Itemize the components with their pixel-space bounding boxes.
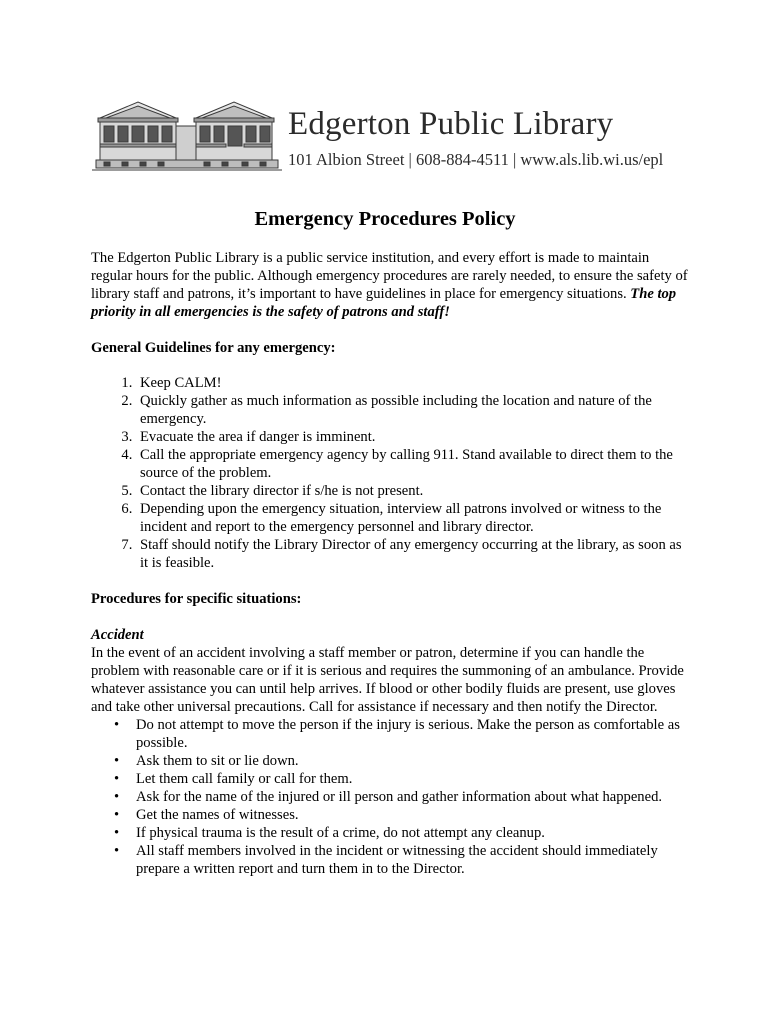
list-item: • Ask for the name of the injured or ill person and gather information about what happened.	[114, 789, 663, 805]
accident-bullet-list	[91, 716, 691, 878]
accident-paragraph: In the event of an accident involving a staff member or patron, determine if you can handle the problem with reasonable care or if it is serious and requires the summoning of an ambulance. Provide whatever assistance you can until help arrives. If blood or other bodily fluids are present, use gloves and take other universal precautions. Call for assistance if necessary and then notify the Director.	[91, 645, 684, 715]
general-guidelines-list	[91, 374, 691, 572]
letterhead	[92, 92, 692, 178]
list-item: • Let them call family or call for them.	[114, 771, 353, 787]
bullet-icon: •	[114, 807, 120, 823]
general-guidelines-heading: General Guidelines for any emergency:	[91, 340, 336, 356]
accident-heading: Accident	[91, 627, 144, 643]
library-name: Edgerton Public Library	[288, 106, 614, 142]
bullet-icon: •	[114, 825, 120, 841]
document-body	[91, 249, 691, 878]
list-item: 6. Depending upon the emergency situation, interview all patrons involved or witness to the incident and report to the emergency personnel and library director.	[136, 500, 691, 536]
list-item: • Get the names of witnesses.	[114, 807, 299, 823]
library-building-icon	[92, 92, 282, 174]
list-item: 4. Call the appropriate emergency agency by calling 911. Stand available to direct them to the source of the problem.	[136, 446, 691, 482]
intro-text: The Edgerton Public Library is a public service institution, and every effort is made to maintain regular hours for the public. Although emergency procedures are rarely needed, to ensure the safety of library staff and patrons, it’s important to have guidelines in place for emergency situations.	[91, 250, 688, 302]
bullet-icon: •	[114, 753, 120, 769]
list-item: • Do not attempt to move the person if the injury is serious. Make the person as comfortable as possible.	[114, 717, 680, 751]
list-item: • Ask them to sit or lie down.	[114, 753, 299, 769]
intro-paragraph	[91, 249, 691, 321]
bullet-icon: •	[114, 789, 120, 805]
bullet-icon: •	[114, 717, 120, 733]
list-item: • If physical trauma is the result of a crime, do not attempt any cleanup.	[114, 825, 545, 841]
intro-emphasis: The top priority in all emergencies is the safety of patrons and staff!	[91, 286, 677, 320]
document-title: Emergency Procedures Policy	[254, 208, 516, 230]
list-item: 2. Quickly gather as much information as possible including the location and nature of the emergency.	[136, 392, 691, 428]
bullet-icon: •	[114, 771, 120, 787]
list-item: 5. Contact the library director if s/he is not present.	[136, 482, 691, 500]
list-item: • All staff members involved in the incident or witnessing the accident should immediately prepare a written report and turn them in to the Director.	[114, 843, 658, 877]
list-item: 7. Staff should notify the Library Director of any emergency occurring at the library, as soon as it is feasible.	[136, 536, 691, 572]
list-item: 1. Keep CALM!	[136, 374, 691, 392]
library-address: 101 Albion Street | 608-884-4511 | www.als.lib.wi.us/epl	[288, 150, 664, 169]
list-item: 3. Evacuate the area if danger is imminent.	[136, 428, 691, 446]
specific-procedures-heading: Procedures for specific situations:	[91, 591, 302, 607]
bullet-icon: •	[114, 843, 120, 859]
